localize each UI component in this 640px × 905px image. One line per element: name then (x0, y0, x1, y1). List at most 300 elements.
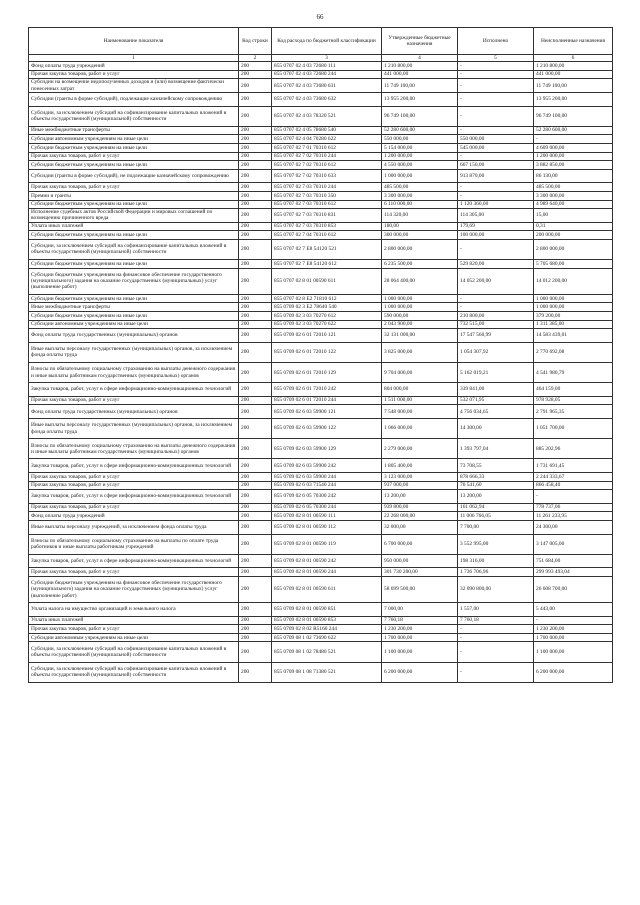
cell-approved: 6 110 000,00 (382, 200, 458, 209)
table-row (29, 662, 613, 682)
cell-code: 200 (239, 396, 272, 405)
cell-unexecuted: 5 705 680,00 (534, 260, 613, 269)
cell-name: Исполнение судебных актов Российской Федерации и мировых соглашений по возмещению причиненного вреда (29, 209, 239, 223)
column-number: 1 (29, 55, 239, 62)
cell-budget-code: 855 0707 02 7 03 70310 350 (272, 191, 382, 200)
table-row (29, 633, 613, 642)
table-row (29, 405, 613, 419)
cell-approved: 5 154 000,00 (382, 143, 458, 152)
cell-unexecuted: 52 280 600,00 (534, 126, 613, 135)
cell-budget-code: 855 0709 02 8 01 00590 244 (272, 568, 382, 577)
cell-name: Субсидии бюджетным учреждениям на иные цели (29, 143, 239, 152)
cell-approved: 590 000,00 (382, 312, 458, 321)
table-row (29, 209, 613, 223)
cell-approved: 1 000 000,00 (382, 303, 458, 312)
cell-budget-code: 855 0707 02 4 04 70280 622 (272, 135, 382, 144)
cell-executed: - (458, 191, 534, 200)
cell-budget-code: 855 0709 02 6 03 71540 244 (272, 481, 382, 490)
cell-name: Прочая закупка товаров, работ и услуг (29, 183, 239, 192)
cell-approved: 1 000 000,00 (382, 169, 458, 183)
cell-executed: 667 150,00 (458, 161, 534, 170)
cell-code: 200 (239, 534, 272, 554)
cell-name: Субсидии, за исключением субсидий на софинансирование капитальных вложений в объекты государственной (муниципальной) собственности (29, 662, 239, 682)
cell-code: 200 (239, 79, 272, 93)
cell-code: 200 (239, 576, 272, 602)
cell-approved: 58 699 500,00 (382, 576, 458, 602)
cell-executed: 70 541,60 (458, 481, 534, 490)
cell-unexecuted: 5 443,00 (534, 603, 613, 617)
cell-executed: 161 062,94 (458, 503, 534, 512)
cell-approved: 9 704 000,00 (382, 363, 458, 383)
table-row (29, 603, 613, 617)
cell-code: 200 (239, 135, 272, 144)
table-row (29, 625, 613, 634)
cell-budget-code: 855 0707 02 4 03 73680 631 (272, 79, 382, 93)
cell-executed: 1 054 307,92 (458, 342, 534, 362)
table-row (29, 534, 613, 554)
cell-unexecuted: 26 608 700,00 (534, 576, 613, 602)
cell-budget-code: 855 0707 02 7 E8 54120 521 (272, 239, 382, 259)
table-row (29, 260, 613, 269)
cell-code: 200 (239, 209, 272, 223)
cell-executed: 14 052 200,00 (458, 268, 534, 294)
cell-approved: 2 800 000,00 (382, 239, 458, 259)
cell-name: Субсидии бюджетным учреждениям на иные цели (29, 294, 239, 303)
cell-executed: 17 547 560,99 (458, 329, 534, 343)
table-row (29, 222, 613, 231)
cell-unexecuted: - (534, 616, 613, 625)
cell-name: Фонд оплаты труда государственных (муниципальных) органов (29, 405, 239, 419)
cell-code: 200 (239, 126, 272, 135)
cell-code: 200 (239, 503, 272, 512)
table-row (29, 169, 613, 183)
table-row (29, 231, 613, 240)
table-row (29, 616, 613, 625)
cell-budget-code: 855 0709 02 6 03 59900 122 (272, 418, 382, 438)
cell-code: 200 (239, 418, 272, 438)
cell-budget-code: 855 0707 02 4 03 72680 111 (272, 62, 382, 71)
cell-name: Фонд оплаты труда государственных (муниципальных) органов (29, 329, 239, 343)
cell-name: Иные выплаты персоналу государственных (муниципальных) органов, за исключением фонда оплаты труда (29, 418, 239, 438)
cell-code: 200 (239, 152, 272, 161)
cell-budget-code: 855 0709 02 6 05 70300 242 (272, 490, 382, 504)
cell-unexecuted: 4 609 000,00 (534, 143, 613, 152)
table-row (29, 191, 613, 200)
cell-budget-code: 855 0707 02 7 04 70310 612 (272, 231, 382, 240)
cell-name: Субсидии бюджетным учреждениям на иные цели (29, 161, 239, 170)
cell-name: Закупка товаров, работ, услуг в сфере информационно-коммуникационных технологий (29, 554, 239, 568)
cell-executed: 11 006 766,05 (458, 512, 534, 521)
cell-code: 200 (239, 222, 272, 231)
cell-budget-code: 855 0707 02 7 02 70310 612 (272, 161, 382, 170)
cell-code: 200 (239, 200, 272, 209)
cell-name: Субсидии автономным учреждениям на иные цели (29, 633, 239, 642)
cell-unexecuted: 0,31 (534, 222, 613, 231)
cell-unexecuted: 379 200,00 (534, 312, 613, 321)
cell-unexecuted: - (534, 490, 613, 504)
header-executed: Исполнено (458, 28, 534, 55)
table-row (29, 268, 613, 294)
cell-code: 200 (239, 603, 272, 617)
cell-code: 200 (239, 633, 272, 642)
cell-executed: 1 393 797,04 (458, 439, 534, 459)
table-row (29, 294, 613, 303)
cell-name: Субсидии, за исключением субсидий на софинансирование капитальных вложений в объекты государственной (муниципальной) собственности (29, 106, 239, 126)
cell-name: Субсидии, за исключением субсидий на софинансирование капитальных вложений в объекты государственной (муниципальной) собственности (29, 642, 239, 662)
budget-execution-table (28, 27, 613, 683)
cell-executed: - (458, 79, 534, 93)
cell-executed: - (458, 62, 534, 71)
cell-executed: 114 305,00 (458, 209, 534, 223)
cell-name: Прочая закупка товаров, работ и услуг (29, 568, 239, 577)
table-row (29, 152, 613, 161)
cell-executed: - (458, 183, 534, 192)
cell-executed: - (458, 294, 534, 303)
cell-approved: 11 749 100,00 (382, 79, 458, 93)
cell-code: 200 (239, 294, 272, 303)
table-row (29, 183, 613, 192)
cell-approved: 13 200,00 (382, 490, 458, 504)
cell-name: Субсидии автономным учреждениям на иные цели (29, 135, 239, 144)
cell-name: Уплата иных платежей (29, 222, 239, 231)
cell-executed: 100 000,00 (458, 231, 534, 240)
cell-executed: 198 316,00 (458, 554, 534, 568)
cell-code: 200 (239, 143, 272, 152)
cell-code: 200 (239, 472, 272, 481)
cell-executed: 1 557,00 (458, 603, 534, 617)
cell-executed: - (458, 239, 534, 259)
cell-approved: 950 000,00 (382, 554, 458, 568)
cell-code: 200 (239, 303, 272, 312)
cell-code: 200 (239, 320, 272, 329)
cell-budget-code: 855 0709 02 8 01 00590 111 (272, 512, 382, 521)
cell-approved: 114 320,00 (382, 209, 458, 223)
cell-name: Премии и гранты (29, 191, 239, 200)
cell-unexecuted: 866 458,40 (534, 481, 613, 490)
cell-name: Прочая закупка товаров, работ и услуг (29, 70, 239, 79)
cell-approved: 1 805 400,00 (382, 459, 458, 473)
cell-name: Иные выплаты персоналу государственных (муниципальных) органов, за исключением фонда оплаты труда (29, 342, 239, 362)
cell-name: Закупка товаров, работ, услуг в сфере информационно-коммуникационных технологий (29, 490, 239, 504)
cell-code: 200 (239, 383, 272, 397)
table-row (29, 342, 613, 362)
cell-name: Прочая закупка товаров, работ и услуг (29, 503, 239, 512)
column-number: 6 (534, 55, 613, 62)
page-number: 66 (316, 13, 324, 21)
cell-unexecuted: 1 311 385,00 (534, 320, 613, 329)
cell-executed: 529 820,00 (458, 260, 534, 269)
cell-approved: 52 280 600,00 (382, 126, 458, 135)
cell-code: 200 (239, 312, 272, 321)
cell-budget-code: 855 0707 02 7 E8 54120 612 (272, 260, 382, 269)
cell-executed: 732 515,00 (458, 320, 534, 329)
cell-name: Субсидии бюджетным учреждениям на иные цели (29, 260, 239, 269)
cell-name: Субсидии (гранты в форме субсидий), не подлежащие казначейскому сопровождению (29, 169, 239, 183)
cell-approved: 937 000,00 (382, 481, 458, 490)
table-row (29, 239, 613, 259)
cell-budget-code: 855 0709 02 3 03 70270 622 (272, 320, 382, 329)
cell-name: Субсидии, за исключением субсидий на софинансирование капитальных вложений в объекты государственной (муниципальной) собственности (29, 239, 239, 259)
table-row (29, 126, 613, 135)
cell-approved: 1 511 000,00 (382, 396, 458, 405)
cell-name: Взносы по обязательному социальному страхованию на выплаты денежного содержания и иные выплаты работникам государственных (муниципальных) органов (29, 439, 239, 459)
cell-approved: 96 749 100,00 (382, 106, 458, 126)
cell-approved: 939 800,00 (382, 503, 458, 512)
cell-executed: - (458, 126, 534, 135)
header-approved: Утвержденные бюджетные назначения (382, 28, 458, 55)
cell-budget-code: 855 0709 02 8 02 R5160 244 (272, 625, 382, 634)
cell-code: 200 (239, 239, 272, 259)
table-row (29, 512, 613, 521)
cell-name: Иные межбюджетные трансферты (29, 126, 239, 135)
cell-unexecuted: 6 200 000,00 (534, 662, 613, 682)
cell-unexecuted: 4 989 640,00 (534, 200, 613, 209)
cell-approved: 4 550 000,00 (382, 161, 458, 170)
cell-executed: - (458, 92, 534, 106)
column-number-row (29, 55, 613, 62)
cell-executed: - (458, 106, 534, 126)
cell-executed: 210 800,00 (458, 312, 534, 321)
cell-name: Прочая закупка товаров, работ и услуг (29, 481, 239, 490)
cell-code: 200 (239, 191, 272, 200)
cell-unexecuted: 441 000,00 (534, 70, 613, 79)
cell-name: Прочая закупка товаров, работ и услуг (29, 472, 239, 481)
cell-executed: - (458, 633, 534, 642)
cell-name: Субсидии бюджетным учреждениям на иные цели (29, 200, 239, 209)
cell-budget-code: 855 0709 02 6 03 59900 129 (272, 439, 382, 459)
cell-executed: 339 841,00 (458, 383, 534, 397)
cell-code: 200 (239, 554, 272, 568)
cell-executed: 14 300,00 (458, 418, 534, 438)
cell-budget-code: 855 0709 02 6 01 72010 242 (272, 383, 382, 397)
cell-unexecuted: 14 583 439,01 (534, 329, 613, 343)
cell-executed: - (458, 303, 534, 312)
table-row (29, 568, 613, 577)
cell-code: 200 (239, 260, 272, 269)
cell-name: Взносы по обязательному социальному страхованию на выплаты денежного содержания и иные выплаты работникам государственных (муниципальных) органов (29, 363, 239, 383)
cell-executed: 550 000,00 (458, 135, 534, 144)
cell-name: Субсидии бюджетным учреждениям на иные цели (29, 312, 239, 321)
cell-unexecuted: 2 244 333,67 (534, 472, 613, 481)
cell-budget-code: 855 0709 02 6 03 59900 121 (272, 405, 382, 419)
column-number: 5 (458, 55, 534, 62)
cell-code: 200 (239, 616, 272, 625)
table-row (29, 303, 613, 312)
cell-code: 200 (239, 481, 272, 490)
cell-code: 200 (239, 459, 272, 473)
cell-approved: 301 730 200,00 (382, 568, 458, 577)
cell-code: 200 (239, 92, 272, 106)
cell-code: 200 (239, 329, 272, 343)
cell-unexecuted: 1 051 700,00 (534, 418, 613, 438)
table-row (29, 79, 613, 93)
table-row (29, 439, 613, 459)
cell-approved: 1 066 000,00 (382, 418, 458, 438)
cell-approved: 1 700 000,00 (382, 633, 458, 642)
cell-budget-code: 855 0707 02 7 03 70310 612 (272, 200, 382, 209)
cell-name: Фонд оплаты труда учреждений (29, 512, 239, 521)
cell-code: 200 (239, 512, 272, 521)
cell-unexecuted: 464 159,00 (534, 383, 613, 397)
cell-executed: 545 000,00 (458, 143, 534, 152)
cell-approved: 3 123 000,00 (382, 472, 458, 481)
cell-executed: - (458, 662, 534, 682)
cell-approved: 1 200 000,00 (382, 152, 458, 161)
cell-unexecuted: 96 749 100,00 (534, 106, 613, 126)
cell-name: Взносы по обязательному социальному страхованию на выплаты по оплате труда работников и иные выплаты работникам учреждений (29, 534, 239, 554)
cell-approved: 32 000,00 (382, 520, 458, 534)
cell-approved: 6 235 500,00 (382, 260, 458, 269)
cell-approved: 32 131 000,00 (382, 329, 458, 343)
table-row (29, 70, 613, 79)
table-row (29, 312, 613, 321)
cell-approved: 6 200 000,00 (382, 662, 458, 682)
cell-unexecuted: 3 147 005,00 (534, 534, 613, 554)
cell-executed: 878 666,33 (458, 472, 534, 481)
cell-executed: 179,69 (458, 222, 534, 231)
cell-name: Субсидии автономным учреждениям на иные цели (29, 320, 239, 329)
cell-approved: 22 268 000,00 (382, 512, 458, 521)
cell-budget-code: 855 0709 02 8 01 00590 611 (272, 576, 382, 602)
table-row (29, 642, 613, 662)
cell-executed: 13 200,00 (458, 490, 534, 504)
cell-unexecuted: 1 700 000,00 (534, 633, 613, 642)
cell-unexecuted: 1 731 691,45 (534, 459, 613, 473)
table-row (29, 320, 613, 329)
cell-code: 200 (239, 231, 272, 240)
cell-approved: 7 760,18 (382, 616, 458, 625)
cell-budget-code: 855 0709 02 6 05 70300 244 (272, 503, 382, 512)
cell-budget-code: 855 0709 02 8 01 00590 242 (272, 554, 382, 568)
cell-approved: 3 300 000,00 (382, 191, 458, 200)
cell-name: Субсидии (гранты в форме субсидий), подлежащие казначейскому сопровождению (29, 92, 239, 106)
cell-unexecuted: 3 300 000,00 (534, 191, 613, 200)
cell-budget-code: 855 0707 02 4 05 78680 540 (272, 126, 382, 135)
cell-code: 200 (239, 490, 272, 504)
cell-unexecuted: 11 261 233,95 (534, 512, 613, 521)
cell-unexecuted: 978 928,05 (534, 396, 613, 405)
cell-unexecuted: 4 541 980,79 (534, 363, 613, 383)
cell-code: 200 (239, 62, 272, 71)
cell-unexecuted: 885 202,96 (534, 439, 613, 459)
cell-unexecuted: 24 300,00 (534, 520, 613, 534)
cell-approved: 7 000,00 (382, 603, 458, 617)
cell-name: Закупка товаров, работ, услуг в сфере информационно-коммуникационных технологий (29, 383, 239, 397)
table-body (29, 62, 613, 683)
cell-budget-code: 855 0707 02 8 01 00590 611 (272, 268, 382, 294)
cell-executed: 1 736 706,96 (458, 568, 534, 577)
table-row (29, 135, 613, 144)
cell-code: 200 (239, 169, 272, 183)
cell-code: 200 (239, 520, 272, 534)
cell-budget-code: 855 0709 02 6 03 59900 242 (272, 459, 382, 473)
cell-executed: 532 071,95 (458, 396, 534, 405)
cell-unexecuted: 14 012 200,00 (534, 268, 613, 294)
cell-code: 200 (239, 70, 272, 79)
cell-executed: 73 708,55 (458, 459, 534, 473)
cell-budget-code: 855 0709 02 8 01 00590 853 (272, 616, 382, 625)
cell-name: Прочая закупка товаров, работ и услуг (29, 396, 239, 405)
cell-name: Прочая закупка товаров, работ и услуг (29, 625, 239, 634)
cell-code: 200 (239, 342, 272, 362)
cell-name: Иные выплаты персоналу учреждений, за исключением фонда оплаты труда (29, 520, 239, 534)
cell-approved: 1 000 000,00 (382, 294, 458, 303)
cell-name: Субсидии на возмещение недополученных доходов и (или) возмещение фактически понесенных затрат (29, 79, 239, 93)
cell-budget-code: 855 0707 02 7 03 70310 244 (272, 183, 382, 192)
table-row (29, 490, 613, 504)
header-budget-code: Код расхода по бюджетной классификации (272, 28, 382, 55)
cell-code: 200 (239, 106, 272, 126)
cell-budget-code: 855 0709 02 6 01 72010 121 (272, 329, 382, 343)
table-row (29, 481, 613, 490)
cell-budget-code: 855 0707 02 7 02 70310 633 (272, 169, 382, 183)
cell-budget-code: 855 0709 02 6 01 72010 129 (272, 363, 382, 383)
cell-unexecuted: 299 993 493,04 (534, 568, 613, 577)
cell-unexecuted: 1 000 000,00 (534, 294, 613, 303)
table-row (29, 576, 613, 602)
cell-approved: 441 000,00 (382, 70, 458, 79)
table-header-row (29, 28, 613, 55)
cell-executed: 913 870,00 (458, 169, 534, 183)
cell-code: 200 (239, 662, 272, 682)
cell-code: 200 (239, 625, 272, 634)
cell-executed: 1 120 360,00 (458, 200, 534, 209)
cell-unexecuted: 2 800 000,00 (534, 239, 613, 259)
cell-budget-code: 855 0709 08 1 02 78480 521 (272, 642, 382, 662)
cell-executed: 32 090 800,00 (458, 576, 534, 602)
cell-approved: 2 279 000,00 (382, 439, 458, 459)
header-code: Код строки (239, 28, 272, 55)
cell-budget-code: 855 0709 08 1 02 73690 622 (272, 633, 382, 642)
column-number: 2 (239, 55, 272, 62)
cell-code: 200 (239, 161, 272, 170)
cell-executed: - (458, 70, 534, 79)
cell-code: 200 (239, 183, 272, 192)
column-number: 3 (272, 55, 382, 62)
cell-approved: 180,00 (382, 222, 458, 231)
cell-budget-code: 855 0709 02 3 E2 78640 540 (272, 303, 382, 312)
cell-approved: 7 548 000,00 (382, 405, 458, 419)
cell-budget-code: 855 0707 02 4 03 73680 632 (272, 92, 382, 106)
table-row (29, 143, 613, 152)
table-row (29, 554, 613, 568)
cell-unexecuted: 1 200 000,00 (534, 152, 613, 161)
cell-executed: 3 552 995,00 (458, 534, 534, 554)
table-row (29, 92, 613, 106)
cell-budget-code: 855 0709 02 8 01 00590 112 (272, 520, 382, 534)
cell-budget-code: 855 0709 08 1 08 71380 521 (272, 662, 382, 682)
table-row (29, 363, 613, 383)
cell-approved: 804 000,00 (382, 383, 458, 397)
cell-unexecuted: 2 770 692,08 (534, 342, 613, 362)
cell-budget-code: 855 0707 02 7 03 70310 831 (272, 209, 382, 223)
cell-code: 200 (239, 363, 272, 383)
cell-budget-code: 855 0707 02 7 03 70310 853 (272, 222, 382, 231)
cell-name: Уплата иных платежей (29, 616, 239, 625)
cell-executed: 5 162 019,21 (458, 363, 534, 383)
cell-unexecuted: 1 000 000,00 (534, 303, 613, 312)
cell-unexecuted: - (534, 135, 613, 144)
cell-approved: 2 043 900,00 (382, 320, 458, 329)
header-unexecuted: Неисполненные назначения (534, 28, 613, 55)
cell-code: 200 (239, 568, 272, 577)
cell-executed: 7 700,00 (458, 520, 534, 534)
cell-unexecuted: 86 130,00 (534, 169, 613, 183)
table-row (29, 520, 613, 534)
cell-unexecuted: 3 882 850,00 (534, 161, 613, 170)
cell-code: 200 (239, 439, 272, 459)
table-row (29, 503, 613, 512)
